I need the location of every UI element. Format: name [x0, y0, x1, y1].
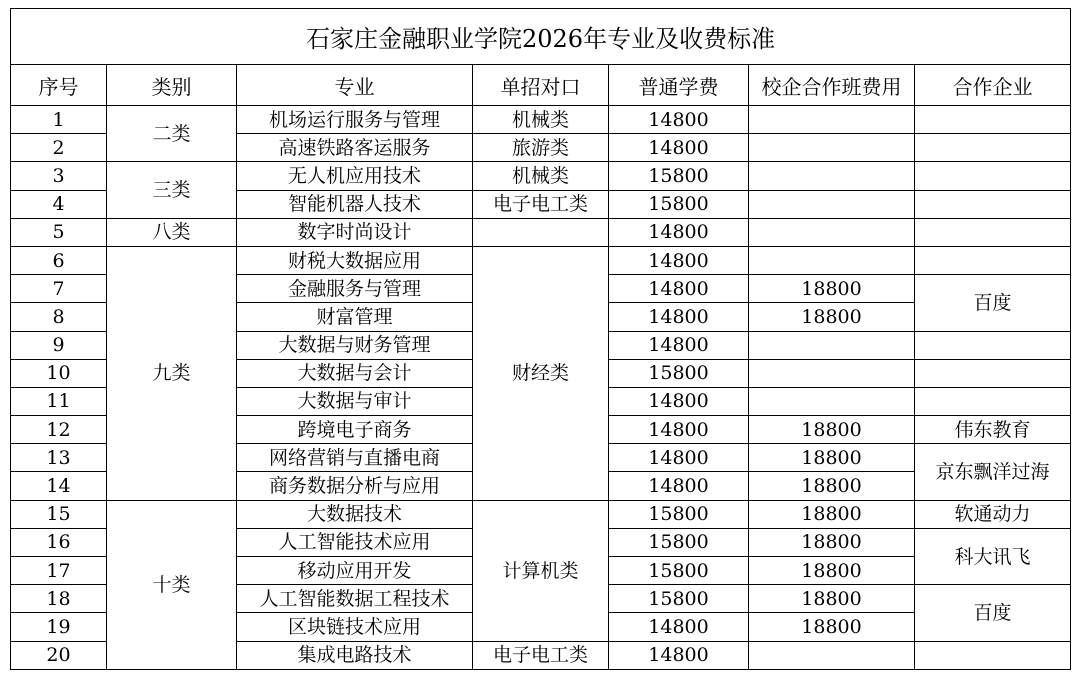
major-cell: 智能机器人技术 [237, 190, 473, 218]
tuition-cell: 15800 [609, 162, 749, 190]
coop-fee-cell: 18800 [749, 557, 915, 585]
major-cell: 大数据与会计 [237, 359, 473, 387]
partner-cell [915, 246, 1071, 274]
coop-fee-cell: 18800 [749, 444, 915, 472]
partner-cell [915, 218, 1071, 246]
coop-fee-cell: 18800 [749, 613, 915, 641]
exam-group-cell: 计算机类 [473, 500, 609, 641]
coop-fee-cell: 18800 [749, 416, 915, 444]
major-cell: 移动应用开发 [237, 557, 473, 585]
exam-group-cell: 电子电工类 [473, 190, 609, 218]
category-cell: 八类 [107, 218, 237, 246]
row-no: 9 [11, 331, 107, 359]
major-cell: 无人机应用技术 [237, 162, 473, 190]
coop-fee-cell [749, 162, 915, 190]
partner-cell: 京东飘洋过海 [915, 444, 1071, 500]
row-no: 10 [11, 359, 107, 387]
tuition-cell: 14800 [609, 641, 749, 669]
coop-fee-cell: 18800 [749, 500, 915, 528]
exam-group-cell: 财经类 [473, 246, 609, 500]
row-no: 13 [11, 444, 107, 472]
header-partner: 合作企业 [915, 65, 1071, 106]
tuition-cell: 15800 [609, 557, 749, 585]
tuition-cell: 14800 [609, 246, 749, 274]
major-cell: 人工智能数据工程技术 [237, 585, 473, 613]
tuition-cell: 14800 [609, 331, 749, 359]
tuition-cell: 14800 [609, 106, 749, 134]
partner-cell [915, 134, 1071, 162]
header-exam-group: 单招对口 [473, 65, 609, 106]
coop-fee-cell [749, 106, 915, 134]
coop-fee-cell [749, 134, 915, 162]
coop-fee-cell [749, 218, 915, 246]
row-no: 18 [11, 585, 107, 613]
exam-group-cell: 机械类 [473, 162, 609, 190]
row-no: 8 [11, 303, 107, 331]
coop-fee-cell [749, 641, 915, 669]
partner-cell [915, 106, 1071, 134]
header-major: 专业 [237, 65, 473, 106]
category-cell: 三类 [107, 162, 237, 218]
table-row [11, 246, 1071, 274]
tuition-cell: 14800 [609, 472, 749, 500]
row-no: 14 [11, 472, 107, 500]
exam-group-cell: 机械类 [473, 106, 609, 134]
row-no: 6 [11, 246, 107, 274]
table-row [11, 106, 1071, 134]
coop-fee-cell [749, 359, 915, 387]
row-no: 1 [11, 106, 107, 134]
major-cell: 集成电路技术 [237, 641, 473, 669]
coop-fee-cell: 18800 [749, 528, 915, 556]
coop-fee-cell: 18800 [749, 472, 915, 500]
exam-group-cell [473, 218, 609, 246]
row-no: 4 [11, 190, 107, 218]
row-no: 7 [11, 275, 107, 303]
tuition-cell: 14800 [609, 275, 749, 303]
row-no: 19 [11, 613, 107, 641]
partner-cell [915, 331, 1071, 359]
partner-cell: 软通动力 [915, 500, 1071, 528]
table-row [11, 162, 1071, 190]
major-cell: 财税大数据应用 [237, 246, 473, 274]
row-no: 2 [11, 134, 107, 162]
row-no: 20 [11, 641, 107, 669]
partner-cell [915, 190, 1071, 218]
coop-fee-cell [749, 387, 915, 415]
major-cell: 商务数据分析与应用 [237, 472, 473, 500]
tuition-cell: 15800 [609, 190, 749, 218]
major-cell: 机场运行服务与管理 [237, 106, 473, 134]
tuition-cell: 14800 [609, 416, 749, 444]
tuition-cell: 15800 [609, 585, 749, 613]
major-cell: 跨境电子商务 [237, 416, 473, 444]
exam-group-cell: 旅游类 [473, 134, 609, 162]
partner-cell [915, 641, 1071, 669]
partner-cell [915, 162, 1071, 190]
partner-cell: 伟东教育 [915, 416, 1071, 444]
coop-fee-cell [749, 246, 915, 274]
major-cell: 人工智能技术应用 [237, 528, 473, 556]
tuition-cell: 14800 [609, 218, 749, 246]
table-row [11, 218, 1071, 246]
coop-fee-cell: 18800 [749, 275, 915, 303]
coop-fee-cell: 18800 [749, 585, 915, 613]
row-no: 16 [11, 528, 107, 556]
row-no: 15 [11, 500, 107, 528]
major-cell: 大数据与审计 [237, 387, 473, 415]
tuition-cell: 15800 [609, 500, 749, 528]
row-no: 5 [11, 218, 107, 246]
major-cell: 数字时尚设计 [237, 218, 473, 246]
major-cell: 大数据与财务管理 [237, 331, 473, 359]
coop-fee-cell [749, 190, 915, 218]
tuition-cell: 14800 [609, 613, 749, 641]
coop-fee-cell: 18800 [749, 303, 915, 331]
partner-cell [915, 359, 1071, 387]
major-cell: 大数据技术 [237, 500, 473, 528]
partner-cell: 百度 [915, 585, 1071, 641]
header-tuition: 普通学费 [609, 65, 749, 106]
header-category: 类别 [107, 65, 237, 106]
header-row [11, 65, 1071, 106]
coop-fee-cell [749, 331, 915, 359]
tuition-cell: 15800 [609, 359, 749, 387]
exam-group-cell: 电子电工类 [473, 641, 609, 669]
category-cell: 十类 [107, 500, 237, 669]
major-cell: 网络营销与直播电商 [237, 444, 473, 472]
major-cell: 财富管理 [237, 303, 473, 331]
major-cell: 区块链技术应用 [237, 613, 473, 641]
tuition-cell: 15800 [609, 528, 749, 556]
partner-cell: 科大讯飞 [915, 528, 1071, 584]
category-cell: 九类 [107, 246, 237, 500]
fee-standard-sheet [10, 8, 1070, 676]
table-title: 石家庄金融职业学院2026年专业及收费标准 [11, 9, 1071, 65]
partner-cell [915, 387, 1071, 415]
major-cell: 高速铁路客运服务 [237, 134, 473, 162]
row-no: 12 [11, 416, 107, 444]
tuition-cell: 14800 [609, 387, 749, 415]
partner-cell: 百度 [915, 275, 1071, 331]
table-row [11, 500, 1071, 528]
category-cell: 二类 [107, 106, 237, 162]
header-coop-fee: 校企合作班费用 [749, 65, 915, 106]
header-no: 序号 [11, 65, 107, 106]
tuition-cell: 14800 [609, 134, 749, 162]
fee-table [10, 8, 1071, 670]
tuition-cell: 14800 [609, 444, 749, 472]
row-no: 17 [11, 557, 107, 585]
row-no: 11 [11, 387, 107, 415]
row-no: 3 [11, 162, 107, 190]
major-cell: 金融服务与管理 [237, 275, 473, 303]
tuition-cell: 14800 [609, 303, 749, 331]
